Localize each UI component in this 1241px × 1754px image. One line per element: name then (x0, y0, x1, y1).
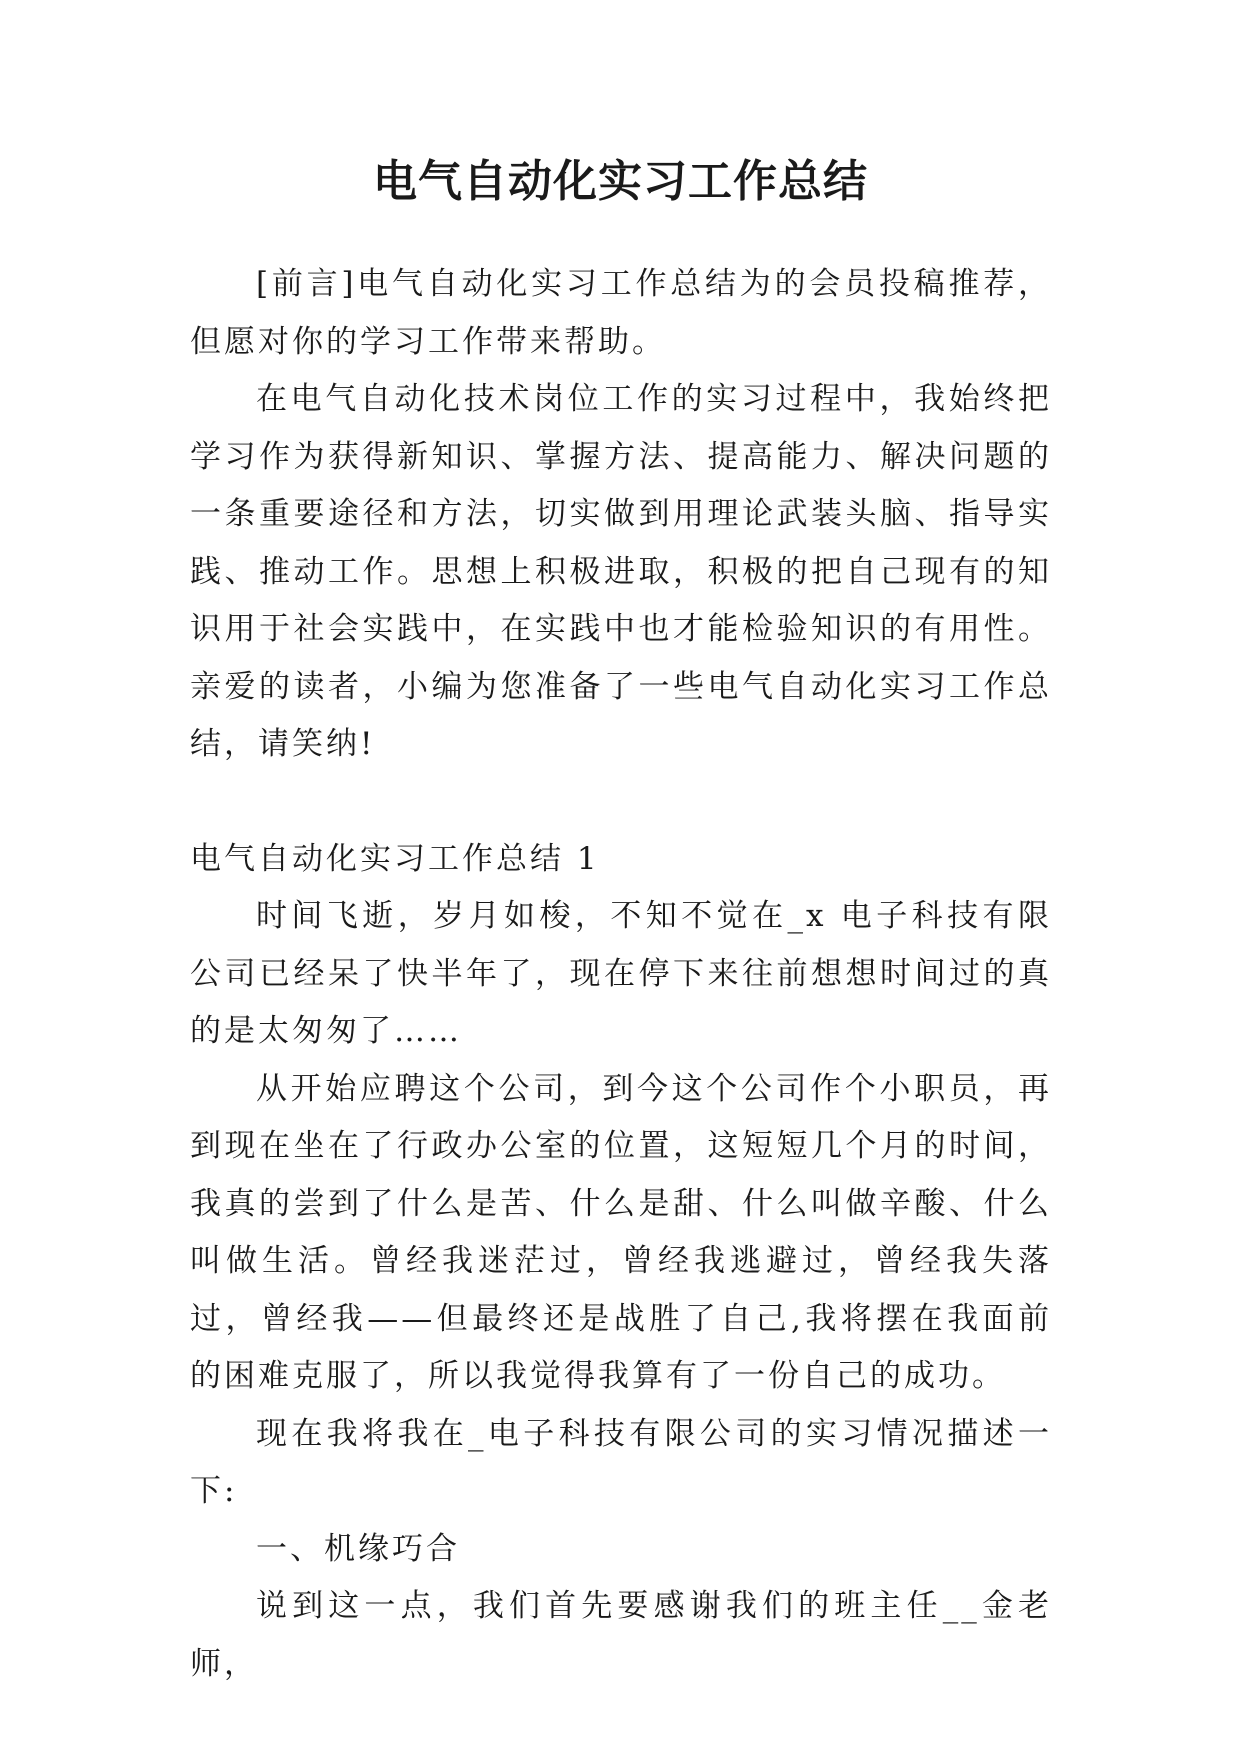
experience-paragraph: 从开始应聘这个公司，到今这个公司作个小职员，再到现在坐在了行政办公室的位置，这短短几个月的时间，我真的尝到了什么是苦、什么是甜、什么叫做辛酸、什么叫做生活。曾经我迷茫过，曾经我逃避过，曾经我失落过，曾经我——但最终还是战胜了自己,我将摆在我面前的困难克服了，所以我觉得我算有了一份自己的成功。 (190, 1070, 1052, 1394)
document-title: 电气自动化实习工作总结 (373, 156, 868, 207)
preface-paragraph: [前言]电气自动化实习工作总结为的会员投稿推荐，但愿对你的学习工作带来帮助。 (190, 266, 1052, 360)
paragraph-gap (190, 774, 1052, 831)
document-body (190, 256, 1052, 1693)
description-paragraph: 现在我将我在_电子科技有限公司的实习情况描述一下: (190, 1415, 1052, 1509)
section-heading: 电气自动化实习工作总结 1 (190, 840, 600, 877)
thanks-paragraph: 说到这一点，我们首先要感谢我们的班主任__金老师， (190, 1588, 1052, 1682)
subheading-paragraph: 一、机缘巧合 (256, 1530, 460, 1567)
time-paragraph: 时间飞逝，岁月如梭，不知不觉在_x 电子科技有限公司已经呆了快半年了，现在停下来往前想想时间过的真的是太匆匆了…… (190, 898, 1052, 1049)
intro-paragraph: 在电气自动化技术岗位工作的实习过程中，我始终把学习作为获得新知识、掌握方法、提高能力、解决问题的一条重要途径和方法，切实做到用理论武装头脑、指导实践、推动工作。思想上积极进取，积极的把自己现有的知识用于社会实践中，在实践中也才能检验知识的有用性。亲爱的读者，小编为您准备了一些电气自动化实习工作总结，请笑纳! (190, 381, 1052, 762)
